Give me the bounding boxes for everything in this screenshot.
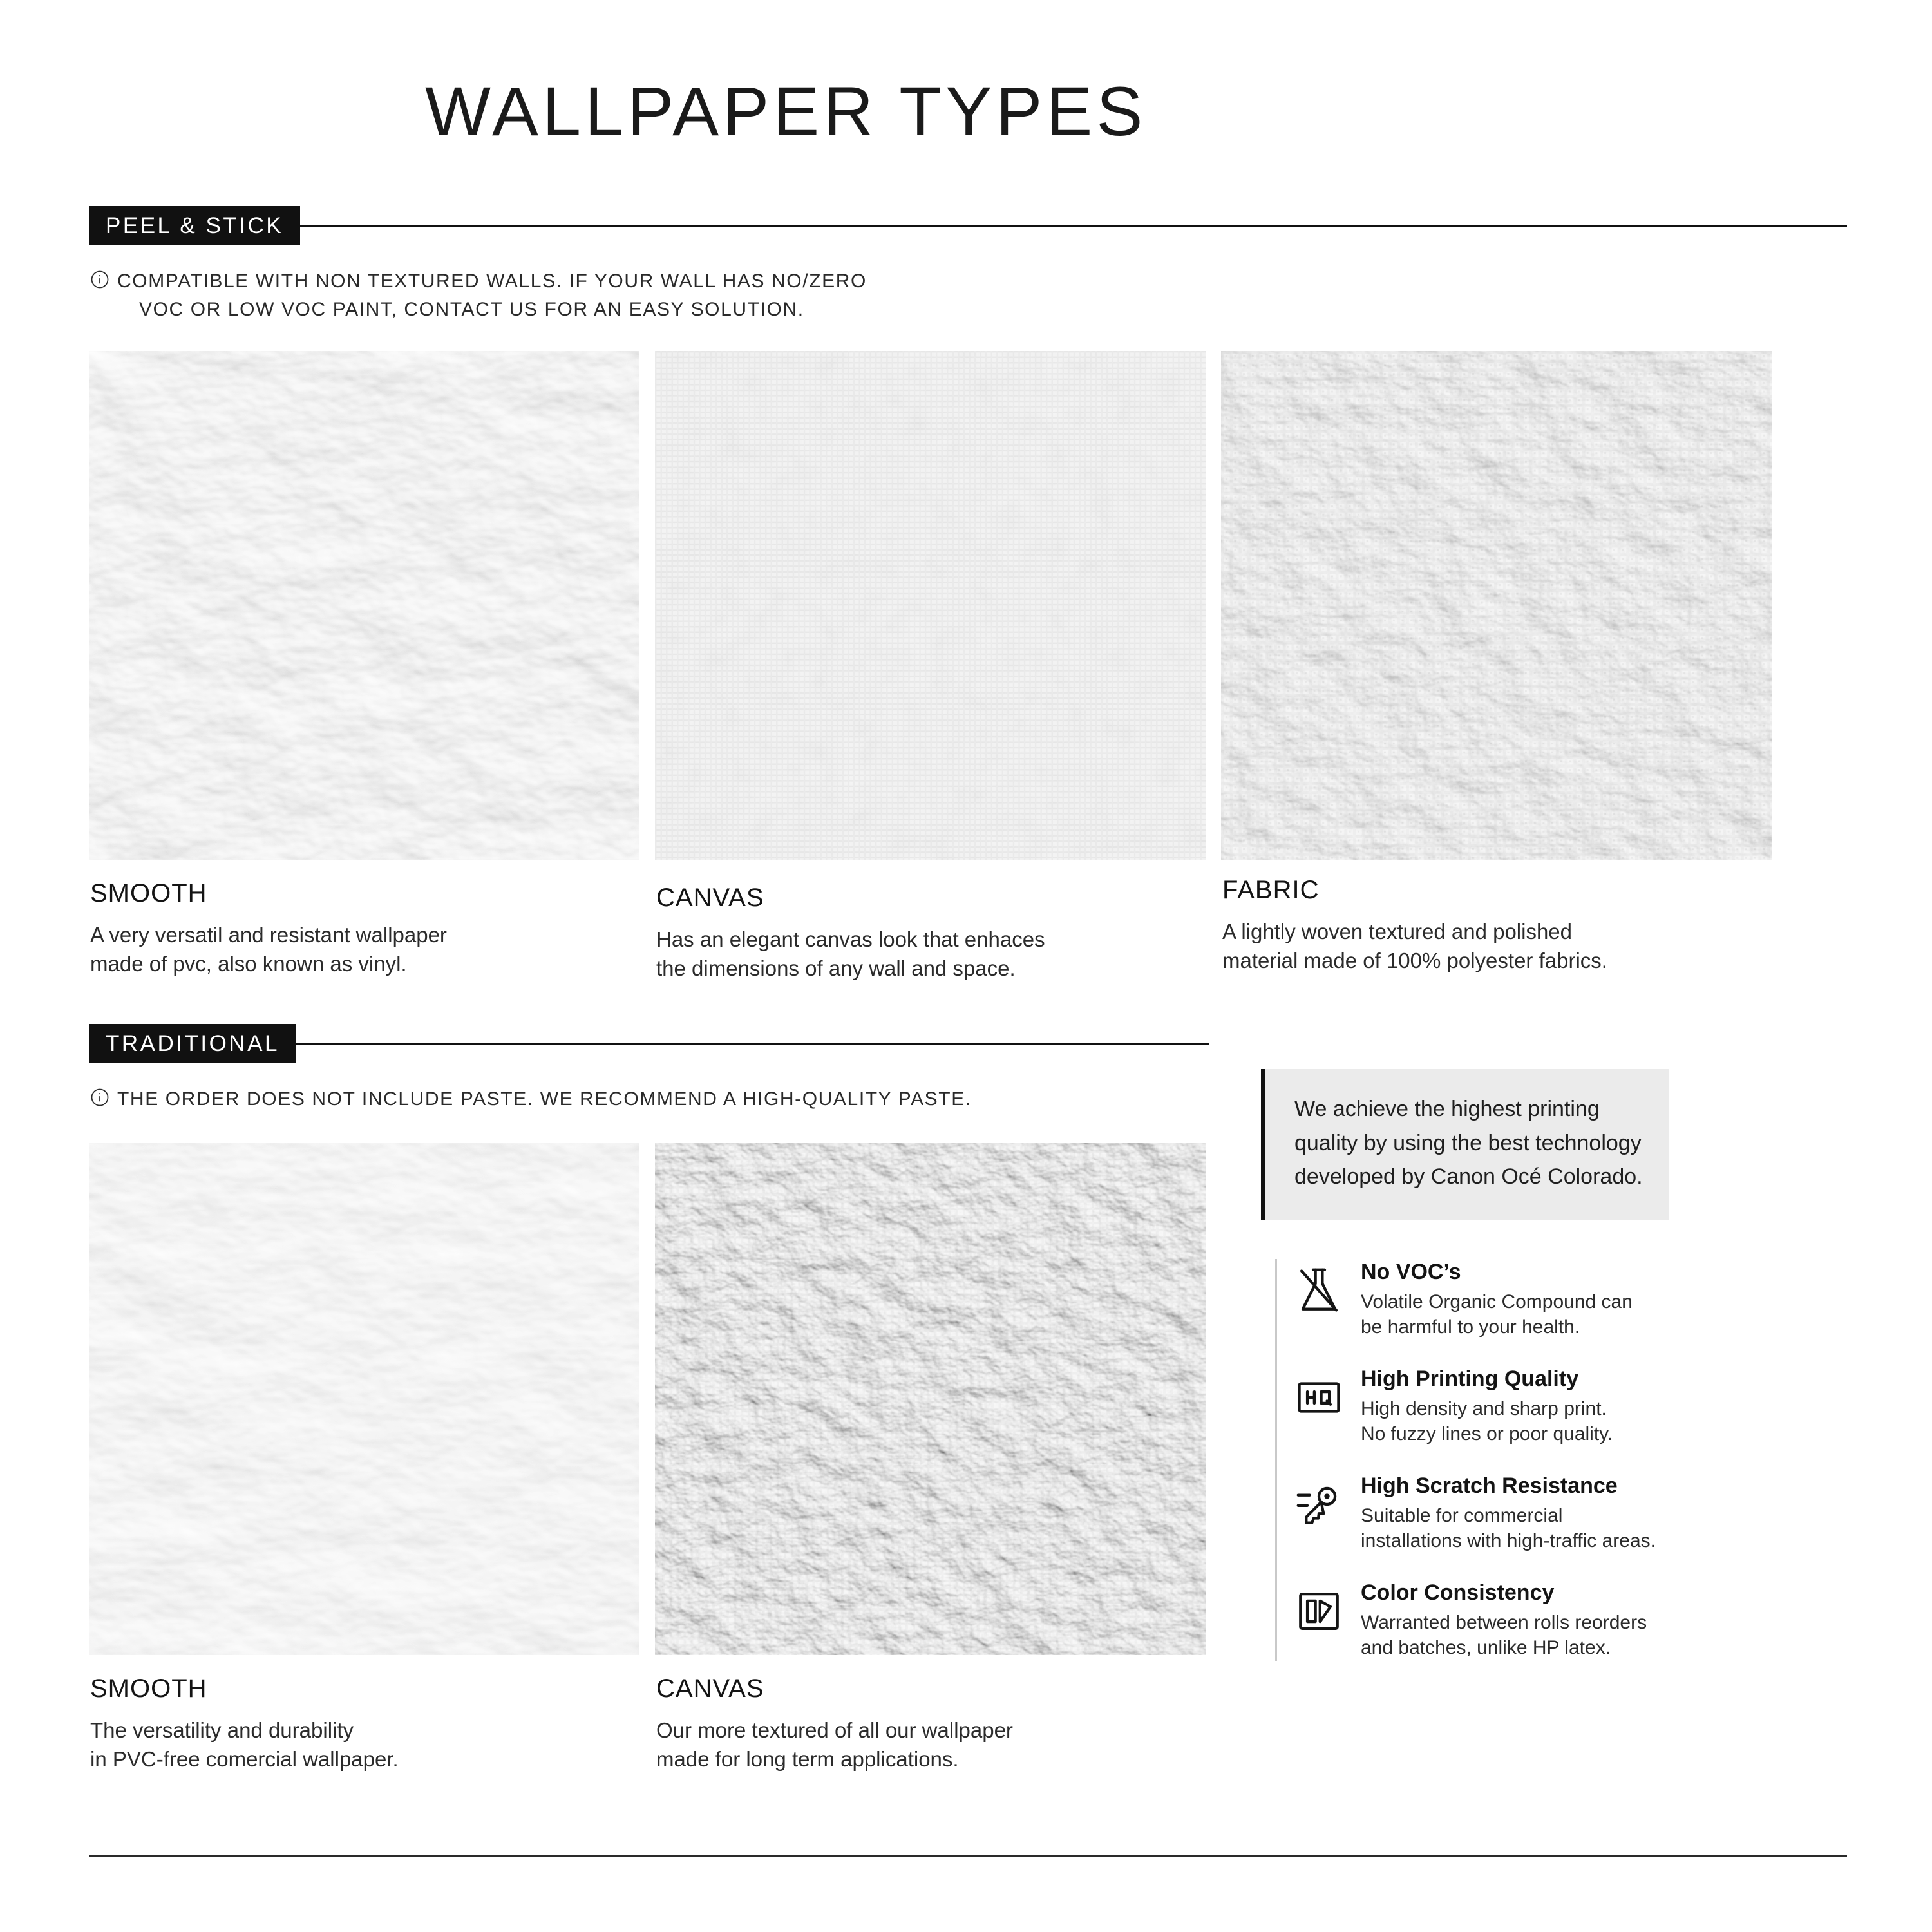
- feature-high-printing-quality: [1277, 1366, 1810, 1473]
- feature-title: High Printing Quality: [1361, 1366, 1579, 1391]
- label-traditional-canvas: CANVAS: [656, 1674, 764, 1703]
- texture-fabric: [1221, 351, 1772, 860]
- quote-line1: We achieve the highest printing: [1294, 1097, 1600, 1121]
- desc-peel-stick-canvas: [656, 925, 1210, 983]
- section-tag-peel-stick: PEEL & STICK: [89, 206, 300, 245]
- feature-no-voc: [1277, 1259, 1810, 1366]
- feature-high-scratch-resistance: [1277, 1473, 1810, 1580]
- texture-canvas: [655, 351, 1206, 860]
- feature-title: No VOC’s: [1361, 1260, 1461, 1284]
- feature-sub-line1: Volatile Organic Compound can: [1361, 1291, 1633, 1312]
- desc-peel-stick-smooth: [90, 921, 625, 978]
- feature-sub: [1361, 1610, 1810, 1661]
- desc-line1: Has an elegant canvas look that enhaces: [656, 927, 1045, 951]
- texture-smooth: [89, 351, 639, 860]
- feature-sub: [1361, 1289, 1810, 1340]
- feature-sub: [1361, 1396, 1810, 1447]
- feature-sub-line2: No fuzzy lines or poor quality.: [1361, 1423, 1613, 1445]
- feature-sub-line2: installations with high-traffic areas.: [1361, 1530, 1656, 1552]
- swatch-peel-stick-smooth: [89, 351, 639, 860]
- section-header-peel-stick: [89, 206, 1847, 245]
- info-icon: [90, 1088, 109, 1107]
- info-icon: [90, 270, 109, 289]
- desc-traditional-smooth: [90, 1716, 625, 1774]
- note-peel-stick: [90, 267, 1185, 323]
- label-traditional-smooth: SMOOTH: [90, 1674, 207, 1703]
- quote-line3: developed by Canon Océ Colorado.: [1294, 1164, 1643, 1189]
- section-rule: [300, 225, 1847, 227]
- note-peel-stick-line1: COMPATIBLE WITH NON TEXTURED WALLS. IF YOUR WALL HAS NO/ZERO: [117, 270, 867, 292]
- footer-divider: [89, 1855, 1847, 1857]
- desc-line2: in PVC-free comercial wallpaper.: [90, 1747, 399, 1771]
- page-title: WALLPAPER TYPES: [425, 72, 1147, 150]
- desc-line1: The versatility and durability: [90, 1718, 354, 1742]
- scratch-resistance-key-icon: [1277, 1473, 1361, 1532]
- feature-text: [1361, 1580, 1810, 1661]
- label-peel-stick-fabric: FABRIC: [1222, 876, 1320, 904]
- label-peel-stick-smooth: SMOOTH: [90, 879, 207, 907]
- desc-line2: the dimensions of any wall and space.: [656, 956, 1016, 980]
- desc-line1: A lightly woven textured and polished: [1222, 920, 1573, 943]
- feature-sub: [1361, 1503, 1810, 1554]
- desc-traditional-canvas: [656, 1716, 1210, 1774]
- swatch-traditional-canvas: [655, 1143, 1206, 1655]
- label-peel-stick-canvas: CANVAS: [656, 884, 764, 912]
- feature-text: [1361, 1259, 1810, 1340]
- desc-line2: made for long term applications.: [656, 1747, 959, 1771]
- section-rule: [296, 1043, 1209, 1045]
- quote-text: [1265, 1069, 1669, 1220]
- feature-color-consistency: [1277, 1580, 1810, 1661]
- desc-line1: Our more textured of all our wallpaper: [656, 1718, 1013, 1742]
- desc-line2: material made of 100% polyester fabrics.: [1222, 948, 1607, 972]
- feature-sub-line1: High density and sharp print.: [1361, 1397, 1607, 1419]
- quote-box: [1261, 1069, 1847, 1220]
- quote-line2: quality by using the best technology: [1294, 1130, 1642, 1155]
- feature-text: [1361, 1473, 1810, 1554]
- no-voc-flask-icon: [1277, 1259, 1361, 1318]
- note-traditional: [90, 1085, 1185, 1113]
- texture-canvas-traditional: [655, 1143, 1206, 1655]
- feature-title: High Scratch Resistance: [1361, 1473, 1618, 1498]
- hq-badge-icon: [1277, 1366, 1361, 1425]
- swatch-traditional-smooth: [89, 1143, 639, 1655]
- swatch-peel-stick-fabric: [1221, 351, 1772, 860]
- desc-peel-stick-fabric: [1222, 918, 1789, 975]
- feature-title: Color Consistency: [1361, 1580, 1555, 1605]
- section-header-traditional: [89, 1024, 1209, 1063]
- note-traditional-text: THE ORDER DOES NOT INCLUDE PASTE. WE RECOMMEND A HIGH-QUALITY PASTE.: [117, 1088, 972, 1110]
- note-peel-stick-line2: VOC OR LOW VOC PAINT, CONTACT US FOR AN EASY SOLUTION.: [139, 298, 804, 320]
- desc-line1: A very versatil and resistant wallpaper: [90, 923, 447, 947]
- section-tag-traditional: TRADITIONAL: [89, 1024, 296, 1063]
- feature-list: [1275, 1259, 1810, 1661]
- color-swatch-icon: [1277, 1580, 1361, 1639]
- swatch-peel-stick-canvas: [655, 351, 1206, 860]
- feature-sub-line1: Warranted between rolls reorders: [1361, 1611, 1647, 1633]
- feature-sub-line2: and batches, unlike HP latex.: [1361, 1637, 1611, 1659]
- feature-sub-line1: Suitable for commercial: [1361, 1504, 1563, 1526]
- feature-text: [1361, 1366, 1810, 1447]
- desc-line2: made of pvc, also known as vinyl.: [90, 951, 407, 976]
- feature-sub-line2: be harmful to your health.: [1361, 1316, 1580, 1338]
- texture-smooth-traditional: [89, 1143, 639, 1655]
